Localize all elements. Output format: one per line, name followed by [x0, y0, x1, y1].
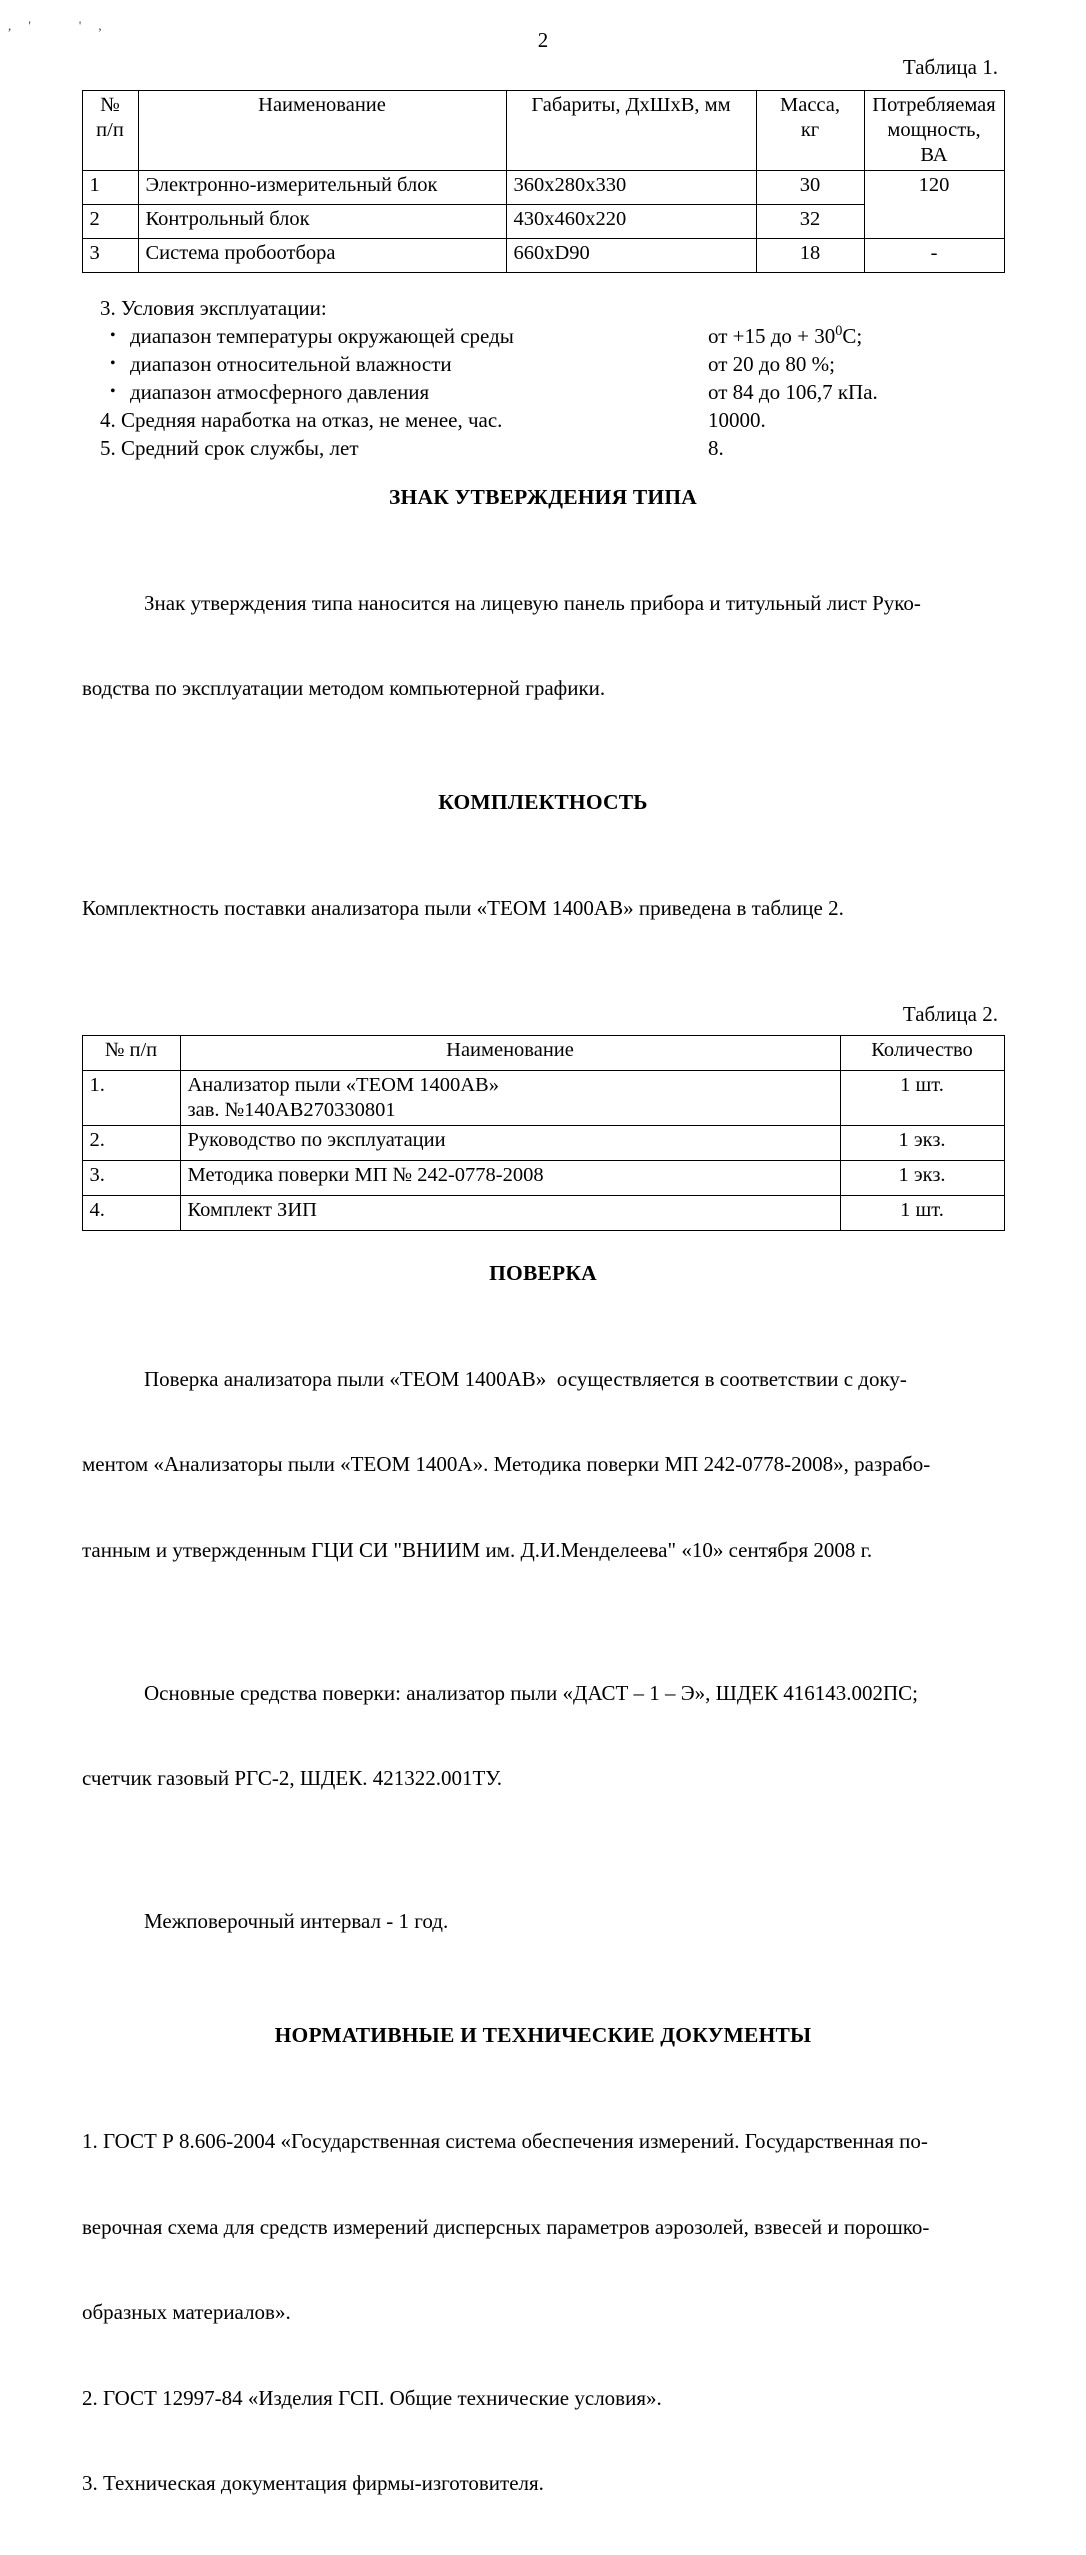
table2-cell-qty: 1 шт. [840, 1070, 1004, 1125]
condition-label: 5. Средний срок службы, лет [100, 435, 359, 460]
table1-cell-mass: 30 [756, 171, 864, 205]
table1-cell-dimensions: 430х460х220 [506, 205, 756, 239]
table2-cell-qty: 1 шт. [840, 1195, 1004, 1230]
paragraph-line: 1. ГОСТ Р 8.606-2004 «Государственная система обеспечения измерений. Государственная по- [82, 2128, 928, 2153]
completeness-intro [82, 837, 1004, 980]
table2-cell-num: 4. [82, 1195, 180, 1230]
table2-caption: Таблица 2. [902, 1001, 998, 1026]
paragraph-line: Знак утверждения типа наносится на лицевую панель прибора и титульный лист Руко- [144, 590, 921, 615]
table1-header-num-line2: п/п [96, 119, 124, 141]
table2-cell-name: Методика поверки МП № 242-0778-2008 [180, 1160, 840, 1195]
specifications-table [82, 90, 1005, 273]
table2-cell-name: Руководство по эксплуатации [180, 1125, 840, 1160]
table-row [82, 239, 1004, 273]
bullet-icon: • [110, 326, 116, 344]
table2-cell-name [180, 1070, 840, 1125]
verification-paragraph-3 [82, 1850, 1004, 1993]
condition-value: 8. [708, 435, 724, 460]
section-heading-verification: ПОВЕРКА [489, 1260, 597, 1285]
table2-cell-num: 2. [82, 1125, 180, 1160]
table1-caption: Таблица 1. [902, 55, 998, 79]
condition-item-mtbf [82, 407, 1004, 435]
paragraph-line: танным и утвержденным ГЦИ СИ "ВНИИМ им. Д.И.Менделеева" «10» сентября 2008 г. [82, 1538, 873, 1563]
table-row [82, 171, 1004, 205]
table1-cell-name: Электронно-измерительный блок [138, 171, 506, 205]
table1-header-mass [756, 91, 864, 171]
table1-header-mass-line2: кг [800, 119, 820, 141]
table1-cell-num: 3 [82, 239, 138, 273]
table1-cell-num: 1 [82, 171, 138, 205]
table1-cell-dimensions: 660хD90 [506, 239, 756, 273]
paragraph-line: водства по эксплуатации методом компьютерной графики. [82, 676, 606, 701]
paragraph-line: Межповерочный интервал - 1 год. [144, 1909, 449, 1934]
table1-header-power-line1: Потребляемая [872, 94, 996, 116]
table1-header-power [864, 91, 1004, 171]
section-heading-approval-mark: ЗНАК УТВЕРЖДЕНИЯ ТИПА [389, 484, 697, 509]
paragraph-line: 2. ГОСТ 12997-84 «Изделия ГСП. Общие технические условия». [82, 2385, 662, 2410]
degree-superscript: 0 [835, 322, 843, 339]
table1-cell-mass: 18 [756, 239, 864, 273]
table1-header-num [82, 91, 138, 171]
condition-label: диапазон температуры окружающей среды [130, 323, 514, 348]
paragraph-line: ментом «Анализаторы пыли «ТЕОМ 1400А». Методика поверки МП 242-0778-2008», разрабо- [82, 1452, 931, 1477]
table1-header-num-line1: № [100, 94, 120, 116]
table2-header-name: Наименование [180, 1035, 840, 1070]
page-content [0, 55, 1086, 2555]
bullet-icon: • [110, 354, 116, 372]
table1-cell-power: - [864, 239, 1004, 273]
table1-cell-mass: 32 [756, 205, 864, 239]
table2-cell-num: 3. [82, 1160, 180, 1195]
paragraph-line: Комплектность поставки анализатора пыли «ТЕОМ 1400АВ» приведена в таблице 2. [82, 896, 844, 920]
table2-header-qty: Количество [840, 1035, 1004, 1070]
table2-cell-qty: 1 экз. [840, 1125, 1004, 1160]
table-row [82, 1160, 1004, 1195]
condition-value [708, 323, 1004, 351]
table1-cell-num: 2 [82, 205, 138, 239]
table1-header-name: Наименование [138, 91, 506, 171]
condition-value-post: С; [842, 323, 863, 348]
condition-value: от 84 до 106,7 кПа. [708, 379, 878, 404]
condition-label: 4. Средняя наработка на отказ, не менее, час. [100, 407, 503, 432]
paragraph-line: Основные средства поверки: анализатор пыли «ДАСТ – 1 – Э», ШДЕК 416143.002ПС; [144, 1680, 919, 1705]
operating-conditions-block [82, 295, 1004, 463]
table-row [82, 91, 1004, 171]
paragraph-line: Поверка анализатора пыли «ТЕОМ 1400АВ» осуществляется в соответствии с доку- [144, 1366, 907, 1391]
table-row [82, 1195, 1004, 1230]
bullet-icon: • [110, 382, 116, 400]
delivery-set-table [82, 1035, 1005, 1231]
table-row [82, 1035, 1004, 1070]
table2-cell-name-line1: Анализатор пыли «ТЕОМ 1400АВ» [187, 1073, 499, 1096]
verification-paragraph-2 [82, 1622, 1004, 1850]
table-row [82, 1070, 1004, 1125]
normative-documents-list [82, 2070, 1004, 2555]
table2-cell-name-line2: зав. №140АВ270330801 [187, 1098, 396, 1121]
table1-header-dimensions: Габариты, ДхШхВ, мм [506, 91, 756, 171]
paragraph-line: верочная схема для средств измерений дисперсных параметров аэрозолей, взвесей и порошко- [82, 2214, 930, 2239]
table1-header-mass-line1: Масса, [780, 94, 840, 116]
table2-cell-name: Комплект ЗИП [180, 1195, 840, 1230]
condition-value: от 20 до 80 %; [708, 351, 835, 376]
table1-cell-name: Система пробоотбора [138, 239, 506, 273]
condition-item-service-life [82, 435, 1004, 463]
operating-conditions-title: 3. Условия эксплуатации: [100, 296, 327, 320]
table2-cell-qty: 1 экз. [840, 1160, 1004, 1195]
condition-label: диапазон относительной влажности [130, 351, 452, 376]
verification-paragraph-1 [82, 1308, 1004, 1622]
condition-label: диапазон атмосферного давления [130, 379, 430, 404]
table1-cell-name: Контрольный блок [138, 205, 506, 239]
condition-item-humidity [82, 351, 1004, 379]
section-heading-normative-documents: НОРМАТИВНЫЕ И ТЕХНИЧЕСКИЕ ДОКУМЕНТЫ [274, 2022, 812, 2047]
page-number: 2 [537, 28, 549, 52]
table2-header-num: № п/п [82, 1035, 180, 1070]
table1-header-power-line2: мощность, ВА [887, 119, 981, 166]
paragraph-line: счетчик газовый РГС-2, ШДЕК. 421322.001ТУ. [82, 1766, 502, 1791]
condition-value: 10000. [708, 407, 766, 432]
section-heading-completeness: КОМПЛЕКТНОСТЬ [438, 789, 648, 814]
condition-item-pressure [82, 379, 1004, 407]
table1-cell-power-merged: 120 [864, 171, 1004, 239]
scan-artifact-marks: , ' ' , [8, 18, 109, 33]
approval-mark-paragraph [82, 532, 1004, 760]
condition-item-temperature [82, 323, 1004, 351]
paragraph-line: образных материалов». [82, 2300, 291, 2325]
table2-cell-num: 1. [82, 1070, 180, 1125]
table1-cell-dimensions: 360х280х330 [506, 171, 756, 205]
table-row [82, 1125, 1004, 1160]
paragraph-line: 3. Техническая документация фирмы-изготовителя. [82, 2471, 544, 2496]
condition-value-pre: от +15 до + 30 [708, 323, 836, 348]
